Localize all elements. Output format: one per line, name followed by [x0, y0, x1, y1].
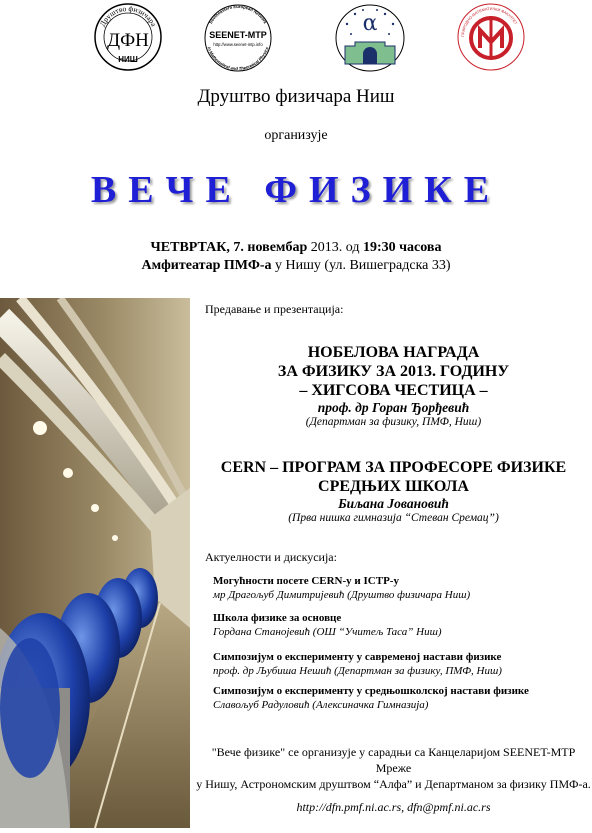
seenet-logo: [202, 2, 274, 72]
lecture-2: [195, 458, 592, 524]
cooperation-note: "Вече физике" се организује у сарадњи са Канцеларијом SEENET-MTP Мреже у Нишу, Астрономским друштвом “Алфа” и Департманом за физику ПМФ-а.: [196, 745, 591, 791]
event-datetime: ЧЕТВРТАК, 7. новембар 2013. од 19:30 часова: [150, 240, 442, 255]
topic-item: Могућности посете CERN-у и ICTP-у мр Драгољуб Димитријевић (Друштво физичара Ниш): [213, 575, 471, 601]
svg-text:Друштво физичара: Друштво физичара: [97, 3, 159, 28]
svg-text:α: α: [362, 11, 378, 36]
svg-text:Southeastern European Network: Southeastern European Network: [207, 3, 269, 25]
topic-item: Симпозијум о експерименту у средњошколској настави физике Славољуб Радуловић (Алексиначка Гимназија): [213, 685, 529, 711]
svg-text:in Mathematical and Theoretica: in Mathematical and Theoretical Physics: [206, 46, 270, 72]
topic-item: Симпозијум о експерименту у савременој настави физике проф. др Љубиша Нешић (Департман за физику, ПМФ, Ниш): [213, 651, 502, 677]
pmf-logo: [456, 2, 526, 72]
organizes-label: организује: [264, 128, 328, 143]
lecture-2-affiliation: (Прва нишка гимназија “Стеван Сремац”): [288, 512, 499, 524]
lecture-1-title-line: ЗА ФИЗИКУ ЗА 2013. ГОДИНУ: [277, 363, 510, 380]
lecture-1-affiliation: (Департман за физику, ПМФ, Ниш): [305, 416, 482, 428]
svg-text:ДФН: ДФН: [107, 30, 149, 51]
lecture-1-title-line: – ХИГСОВА ЧЕСТИЦА –: [299, 382, 488, 399]
alfa-logo: [333, 2, 407, 72]
lecture-2-lecturer: Биљана Јовановић: [338, 496, 449, 511]
lecture-2-title-line: СРЕДЊИХ ШКОЛА: [318, 478, 469, 495]
lecture-1-title-line: НОБЕЛОВА НАГРАДА: [307, 344, 480, 361]
svg-text:http://www.seenet-mtp.info: http://www.seenet-mtp.info: [213, 42, 263, 47]
lecture-1: [195, 343, 592, 428]
lhc-tunnel-photo: [0, 298, 190, 828]
svg-text:ПРИРОДНО-МАТЕМАТИЧКИ ФАКУЛТЕТ: ПРИРОДНО-МАТЕМАТИЧКИ ФАКУЛТЕТ: [460, 7, 518, 38]
topic-item: Школа физике за основце Гордана Станојевић (ОШ “Учитељ Таса” Ниш): [213, 612, 442, 638]
lectures-label: Предавање и презентација:: [205, 302, 344, 316]
svg-text:НИШ: НИШ: [118, 55, 138, 64]
svg-text:SEENET-MTP: SEENET-MTP: [209, 30, 267, 40]
organization-name: Друштво физичара Ниш: [197, 86, 395, 107]
contact-info[interactable]: http://dfn.pmf.ni.ac.rs, dfn@pmf.ni.ac.rs: [296, 800, 491, 814]
event-title: ВЕЧЕ ФИЗИКЕ: [90, 169, 502, 211]
dfn-logo: [93, 2, 163, 72]
event-venue: Амфитеатар ПМФ-а у Нишу (ул. Вишеградска 33): [141, 258, 451, 273]
lecture-1-lecturer: проф. др Горан Ђорђевић: [317, 400, 470, 415]
lecture-2-title-line: CERN – ПРОГРАМ ЗА ПРОФЕСОРЕ ФИЗИКЕ: [220, 459, 567, 476]
news-label: Актуелности и дискусија:: [205, 550, 337, 564]
